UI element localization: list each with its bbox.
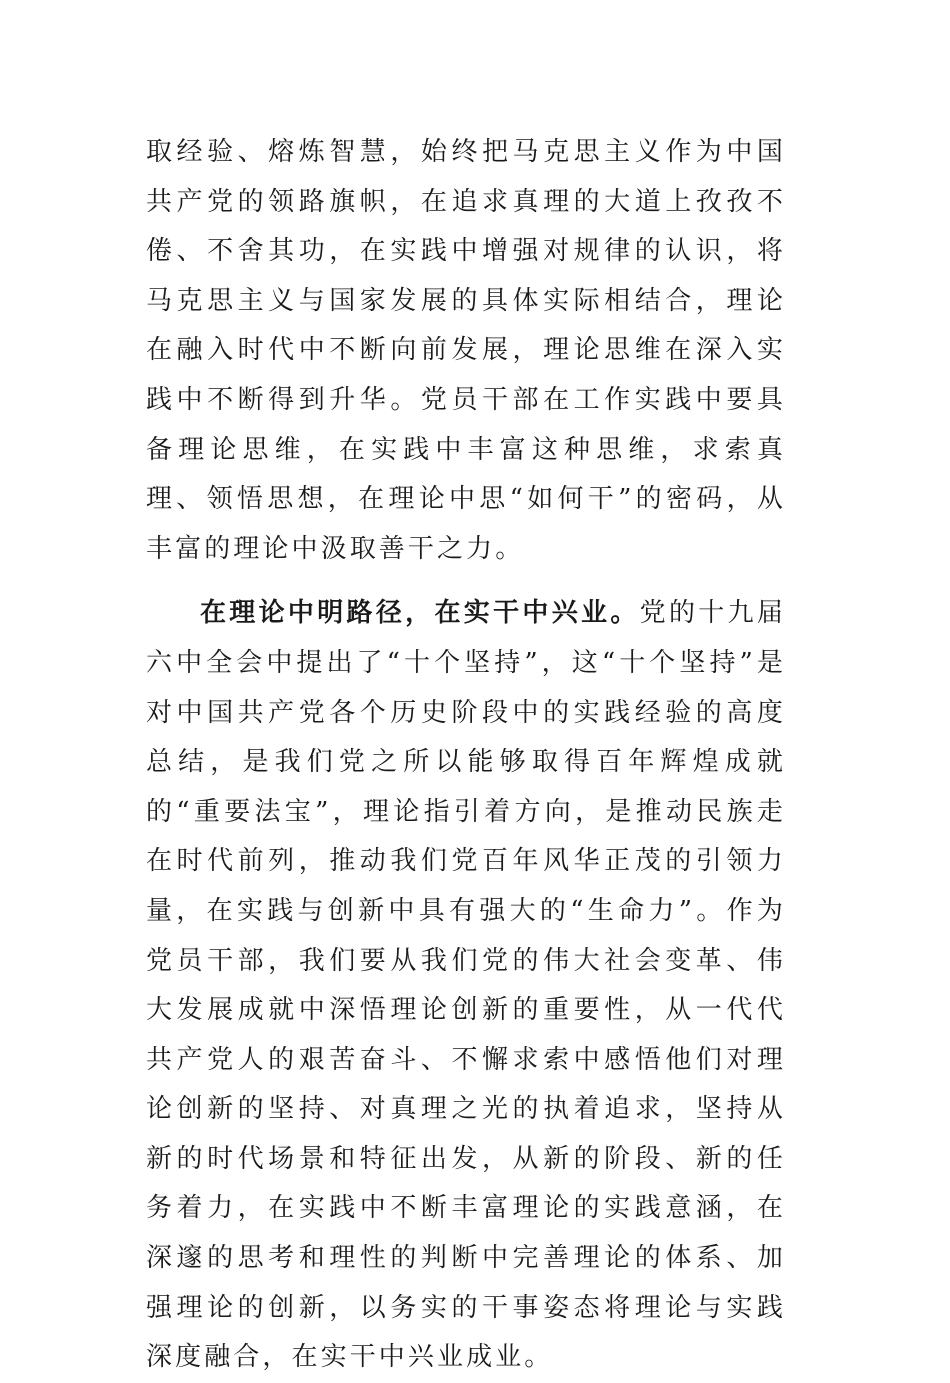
paragraph-body-text: 党的十九届六中全会中提出了“十个坚持”，这“十个坚持”是对中国共产党各个历史阶段中的实践经验的高度总结，是我们党之所以能够取得百年辉煌成就的“重要法宝”，理论指引着方向，是推动民族走在时代前列，推动我们党百年风华正茂的引领力量，在实践与创新中具有强大的“生命力”。作为党员干部，我们要从我们党的伟大社会变革、伟大发展成就中深悟理论创新的重要性，从一代代共产党人的艰苦奋斗、不懈求索中感悟他们对理论创新的坚持、对真理之光的执着追求，坚持从新的时代场景和特征出发，从新的阶段、新的任务着力，在实践中不断丰富理论的实践意涵，在深邃的思考和理性的判断中完善理论的体系、加强理论的创新，以务实的干事姿态将理论与实践深度融合，在实干中兴业成业。 bbox=[146, 598, 786, 1373]
document-body bbox=[146, 128, 786, 1383]
paragraph-continued: 取经验、熔炼智慧，始终把马克思主义作为中国共产党的领路旗帜，在追求真理的大道上孜孜不倦、不舍其功，在实践中增强对规律的认识，将马克思主义与国家发展的具体实际相结合，理论在融入时代中不断向前发展，理论思维在深入实践中不断得到升华。党员干部在工作实践中要具备理论思维，在实践中丰富这种思维，求索真理、领悟思想，在理论中思“如何干”的密码，从丰富的理论中汲取善干之力。 bbox=[146, 137, 786, 564]
paragraph-lead-heading: 在理论中明路径，在实干中兴业。 bbox=[200, 598, 640, 629]
paragraph-theory-practice bbox=[146, 589, 786, 1383]
